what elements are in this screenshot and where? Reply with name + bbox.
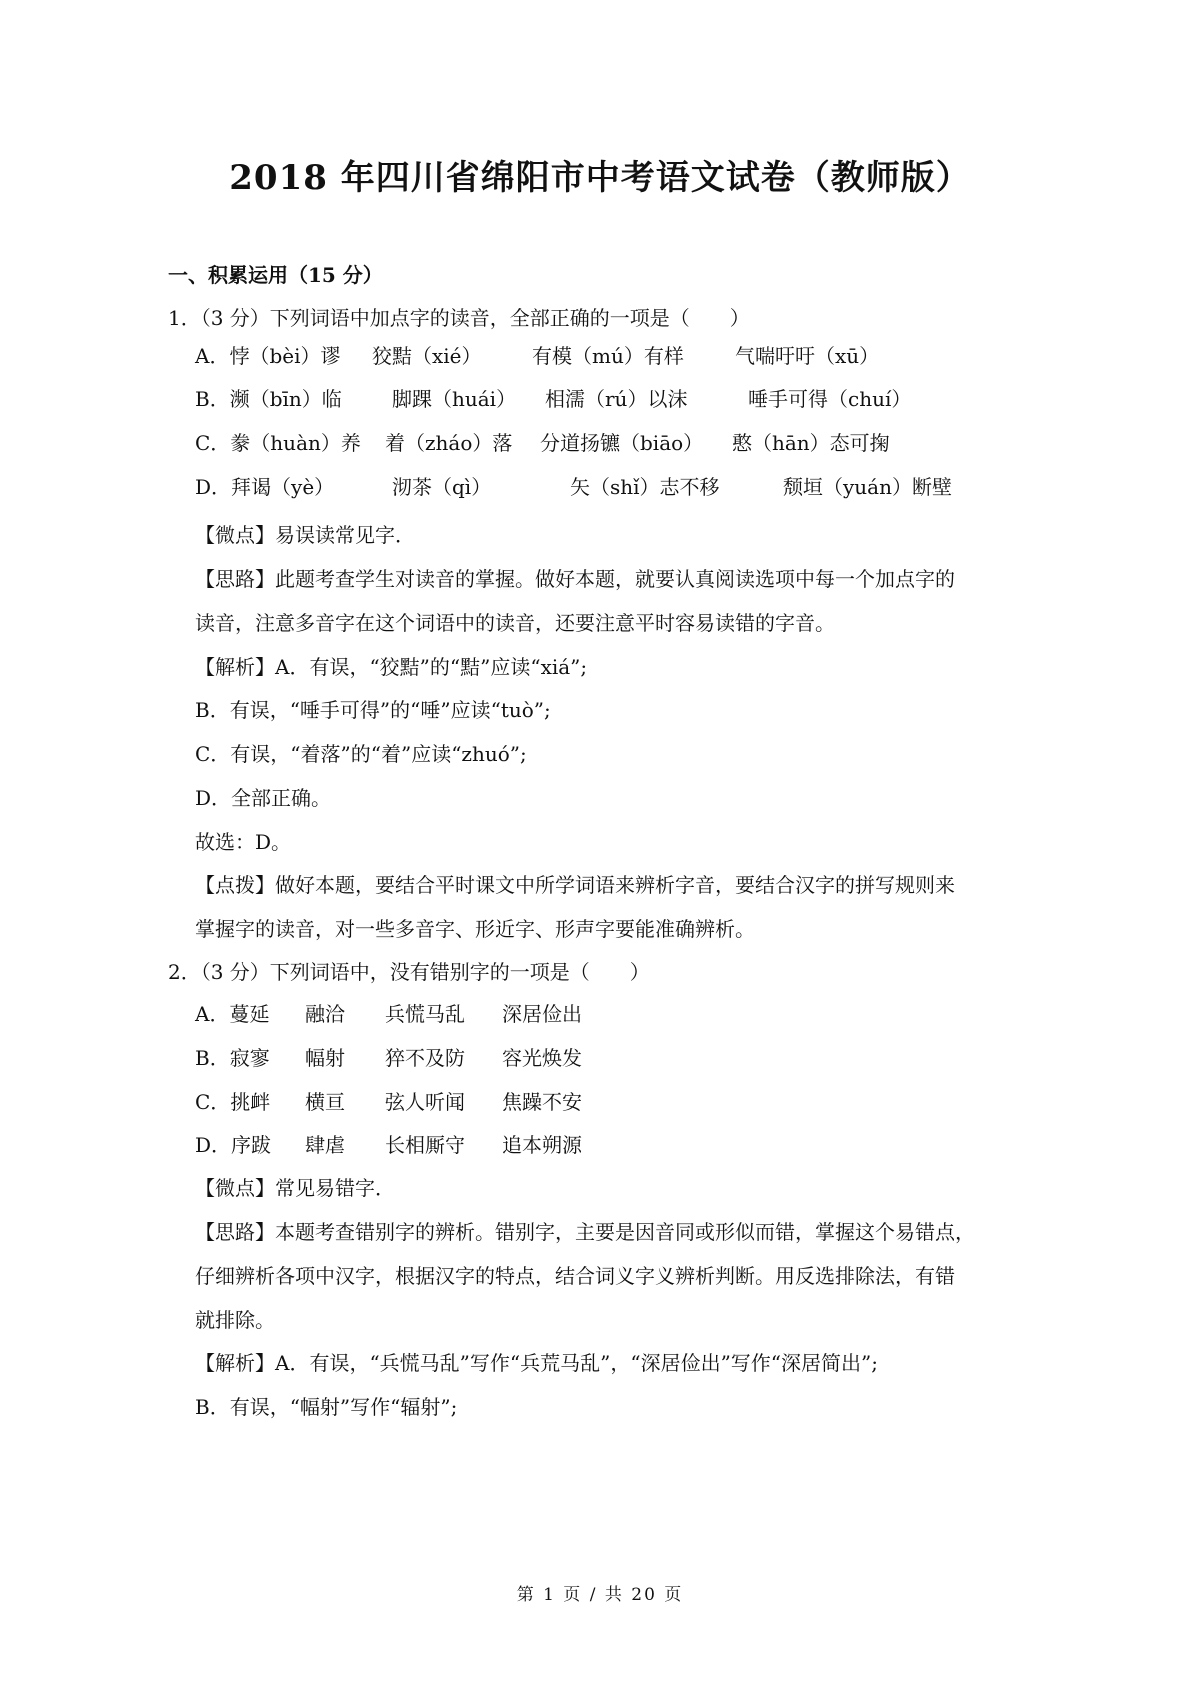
q2-weidian: 【微点】常见易错字． — [195, 1176, 395, 1200]
q2-stem: 2．（3 分）下列词语中，没有错别字的一项是（ ） — [168, 960, 650, 984]
q1-c-2: 着（zháo）落 — [385, 431, 513, 455]
q2-a-2: 融洽 — [305, 1002, 345, 1026]
q1-silu-line1: 【思路】此题考查学生对读音的掌握。做好本题，就要认真阅读选项中每一个加点字的 — [195, 567, 955, 591]
q2-c-3: 弦人听闻 — [385, 1090, 465, 1114]
q2-b-4: 容光焕发 — [502, 1046, 582, 1070]
q2-silu-line2: 仔细辨析各项中汉字，根据汉字的特点，结合词义字义辨析判断。用反选排除法，有错 — [195, 1264, 955, 1288]
document-title: 2018 年四川省绵阳市中考语文试卷（教师版） — [229, 158, 971, 198]
q1-d-2: 沏茶（qì） — [392, 475, 492, 499]
q1-silu-line2: 读音，注意多音字在这个词语中的读音，还要注意平时容易读错的字音。 — [195, 611, 835, 635]
q2-c-4: 焦躁不安 — [502, 1090, 582, 1114]
q1-d-4: 颓垣（yuán）断壁 — [783, 475, 952, 499]
q1-jiexi-line4: D．全部正确。 — [195, 786, 332, 810]
q2-silu-line3: 就排除。 — [195, 1308, 275, 1332]
q2-a-3: 兵慌马乱 — [385, 1002, 465, 1026]
q1-d-1: D．拜谒（yè） — [195, 475, 335, 499]
q1-a-1: A．悖（bèi）谬 — [195, 344, 341, 368]
q2-b-2: 幅射 — [305, 1046, 345, 1070]
q1-c-4: 憨（hān）态可掬 — [732, 431, 890, 455]
q2-jiexi-line1: 【解析】A．有误，“兵慌马乱”写作“兵荒马乱”，“深居俭出”写作“深居简出”; — [195, 1351, 878, 1375]
q2-d-2: 肆虐 — [305, 1133, 345, 1157]
q1-weidian: 【微点】易误读常见字． — [195, 523, 415, 547]
page-number-footer: 第 1 页 / 共 20 页 — [516, 1585, 684, 1605]
q1-jiexi-line2: B．有误，“唾手可得”的“唾”应读“tuò”; — [195, 698, 551, 722]
q1-c-1: C．豢（huàn）养 — [195, 431, 361, 455]
q2-d-3: 长相厮守 — [385, 1133, 465, 1157]
q1-a-3: 有模（mú）有样 — [532, 344, 684, 368]
q2-d-1: D．序跋 — [195, 1133, 272, 1157]
q1-b-1: B．濒（bīn）临 — [195, 387, 342, 411]
q1-dianbo-line2: 掌握字的读音，对一些多音字、形近字、形声字要能准确辨析。 — [195, 917, 755, 941]
q2-c-2: 横亘 — [305, 1090, 345, 1114]
q1-b-3: 相濡（rú）以沫 — [545, 387, 688, 411]
q2-silu-line1: 【思路】本题考查错别字的辨析。错别字，主要是因音同或形似而错，掌握这个易错点， — [195, 1220, 975, 1244]
q2-a-1: A．蔓延 — [195, 1002, 270, 1026]
q2-b-3: 猝不及防 — [385, 1046, 465, 1070]
q1-b-4: 唾手可得（chuí） — [748, 387, 912, 411]
q2-b-1: B．寂寥 — [195, 1046, 270, 1070]
q1-dianbo-line1: 【点拨】做好本题，要结合平时课文中所学词语来辨析字音，要结合汉字的拼写规则来 — [195, 873, 955, 897]
section-heading: 一、积累运用（15 分） — [168, 263, 383, 287]
q1-answer: 故选：D。 — [195, 830, 292, 854]
q1-a-2: 狡黠（xié） — [372, 344, 482, 368]
q2-c-1: C．挑衅 — [195, 1090, 271, 1114]
q1-c-3: 分道扬镳（biāo） — [540, 431, 704, 455]
q1-d-3: 矢（shǐ）志不移 — [570, 475, 720, 499]
q1-b-2: 脚踝（huái） — [392, 387, 517, 411]
q1-jiexi-line3: C．有误，“着落”的“着”应读“zhuó”; — [195, 742, 527, 766]
q2-a-4: 深居俭出 — [502, 1002, 582, 1026]
q1-stem: 1．（3 分）下列词语中加点字的读音，全部正确的一项是（ ） — [168, 306, 750, 330]
q1-jiexi-line1: 【解析】A．有误，“狡黠”的“黠”应读“xiá”; — [195, 655, 588, 679]
q2-d-4: 追本朔源 — [502, 1133, 582, 1157]
q2-jiexi-line2: B．有误，“幅射”写作“辐射”; — [195, 1395, 458, 1419]
q1-a-4: 气喘吁吁（xū） — [735, 344, 880, 368]
